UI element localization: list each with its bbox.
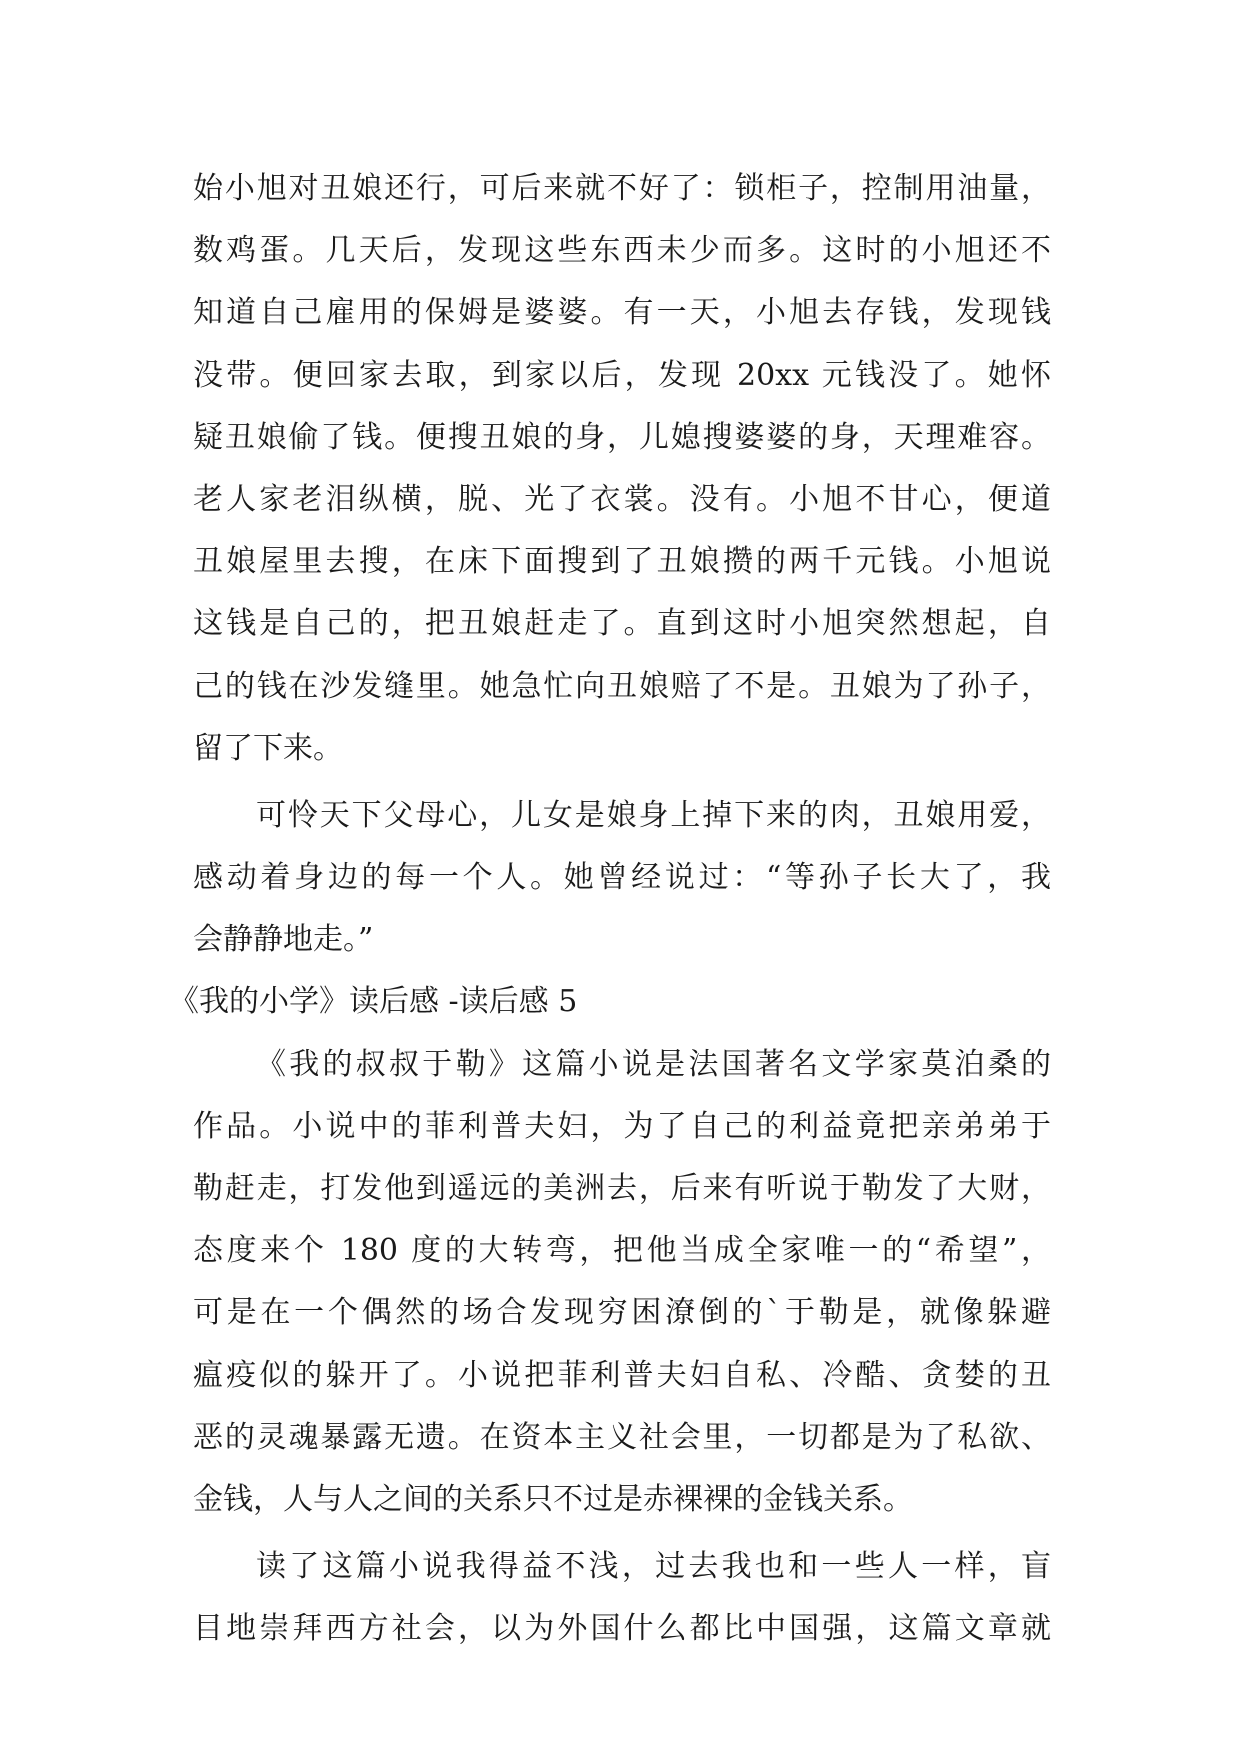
text-line: 读了这篇小说我得益不浅，过去我也和一些人一样，盲	[256, 1549, 1051, 1585]
paragraph	[193, 1034, 1051, 1532]
text-line: 可是在一个偶然的场合发现穷困潦倒的`于勒是，就像躲避	[193, 1295, 1051, 1331]
text-line: 感动着身边的每一个人。她曾经说过：“等孙子长大了，我	[193, 860, 1051, 896]
paragraph	[193, 158, 1051, 780]
document-body	[169, 158, 1051, 1661]
text-line: 始小旭对丑娘还行，可后来就不好了：锁柜子，控制用油量，	[193, 171, 1051, 206]
text-line: 己的钱在沙发缝里。她急忙向丑娘赔了不是。丑娘为了孙子，	[193, 668, 1051, 704]
text-line: 金钱，人与人之间的关系只不过是赤裸裸的金钱关系。	[193, 1481, 913, 1517]
text-line: 可怜天下父母心，儿女是娘身上掉下来的肉，丑娘用爱，	[256, 797, 1051, 833]
text-line: 数鸡蛋。几天后，发现这些东西未少而多。这时的小旭还不	[193, 233, 1051, 269]
text-line: 疑丑娘偷了钱。便搜丑娘的身，儿媳搜婆婆的身，天理难容。	[193, 419, 1051, 455]
text-line: 没带。便回家去取，到家以后，发现 20xx 元钱没了。她怀	[193, 357, 1051, 393]
text-line: 勒赶走，打发他到遥远的美洲去，后来有听说于勒发了大财，	[193, 1171, 1051, 1206]
text-line: 这钱是自己的，把丑娘赶走了。直到这时小旭突然想起，自	[193, 606, 1051, 642]
text-line: 留了下来。	[193, 730, 343, 766]
heading-text: 《我的小学》读后感 -读后感 5	[169, 984, 578, 1020]
text-line: 目地崇拜西方社会，以为外国什么都比中国强，这篇文章就	[193, 1611, 1051, 1647]
text-line: 丑娘屋里去搜，在床下面搜到了丑娘攒的两千元钱。小旭说	[193, 544, 1051, 580]
text-line: 瘟疫似的躲开了。小说把菲利普夫妇自私、冷酷、贪婪的丑	[193, 1357, 1051, 1393]
paragraph	[193, 785, 1051, 972]
text-line: 态度来个 180 度的大转弯，把他当成全家唯一的“希望”，	[193, 1233, 1051, 1269]
section-heading	[169, 971, 1051, 1033]
paragraph	[193, 1536, 1051, 1660]
text-line: 知道自己雇用的保姆是婆婆。有一天，小旭去存钱，发现钱	[193, 295, 1051, 331]
text-line: 老人家老泪纵横，脱、光了衣裳。没有。小旭不甘心，便道	[193, 481, 1051, 517]
text-line: 作品。小说中的菲利普夫妇，为了自己的利益竟把亲弟弟于	[193, 1108, 1051, 1144]
text-line: 恶的灵魂暴露无遗。在资本主义社会里，一切都是为了私欲、	[193, 1419, 1051, 1455]
text-line: 《我的叔叔于勒》这篇小说是法国著名文学家莫泊桑的	[256, 1046, 1051, 1082]
text-line: 会静静地走。”	[193, 922, 374, 958]
